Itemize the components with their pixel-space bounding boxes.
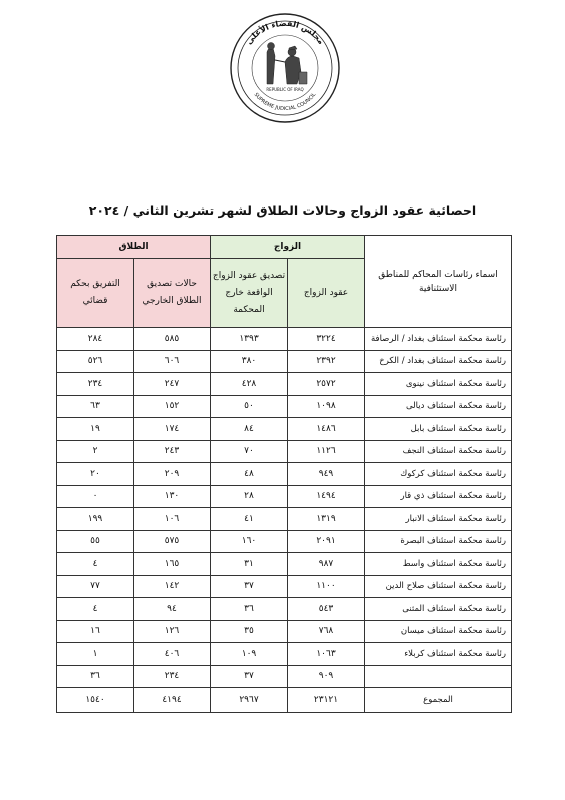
table-row xyxy=(57,395,512,418)
marriage-certification-cell: ٨٤ xyxy=(211,418,288,441)
marriage-certification-cell: ١٠٩ xyxy=(211,643,288,666)
seal-english-text: SUPREME JUDICIAL COUNCIL xyxy=(252,91,318,113)
judicial-separation-cell: ٠ xyxy=(57,485,134,508)
divorce-certification-cell: ٦٠٦ xyxy=(134,350,211,373)
marriage-certification-cell: ٤٨ xyxy=(211,463,288,486)
total-judicial-separation-cell: ١٥٤٠ xyxy=(57,688,134,713)
divorce-certification-header: حالات تصديق الطلاق الخارجي xyxy=(134,259,211,328)
marriage-contracts-cell: ١٤٩٤ xyxy=(288,485,365,508)
court-name-cell: رئاسة محكمة استئناف بغداد / الكرخ xyxy=(365,350,512,373)
table-row xyxy=(57,463,512,486)
table-row xyxy=(57,620,512,643)
marriage-certification-cell: ٤٢٨ xyxy=(211,373,288,396)
judicial-separation-cell: ٢٠ xyxy=(57,463,134,486)
table-row xyxy=(57,418,512,441)
court-name-cell: رئاسة محكمة استئناف واسط xyxy=(365,553,512,576)
judicial-separation-cell: ٤ xyxy=(57,598,134,621)
court-name-cell: رئاسة محكمة استئناف بابل xyxy=(365,418,512,441)
court-name-cell: رئاسة محكمة استئناف كربلاء xyxy=(365,643,512,666)
court-column-header: اسماء رئاسات المحاكم للمناطق الاستئنافية xyxy=(365,236,512,328)
court-name-cell: رئاسة محكمة استئناف البصرة xyxy=(365,530,512,553)
marriage-contracts-cell: ١٠٩٨ xyxy=(288,395,365,418)
statistics-table xyxy=(56,235,512,713)
marriage-certification-cell: ٥٠ xyxy=(211,395,288,418)
seal-arabic-text: مجلس القضاء الأعلى xyxy=(244,18,326,47)
divorce-certification-cell: ٥٨٥ xyxy=(134,328,211,351)
marriage-certification-cell: ٧٠ xyxy=(211,440,288,463)
marriage-contracts-cell: ٢٣٩٢ xyxy=(288,350,365,373)
judicial-separation-header: التفريق بحكم قضائي xyxy=(57,259,134,328)
divorce-certification-cell: ١٦٥ xyxy=(134,553,211,576)
divorce-certification-cell: ١٠٦ xyxy=(134,508,211,531)
court-name-cell: رئاسة محكمة استئناف النجف xyxy=(365,440,512,463)
table-row xyxy=(57,508,512,531)
marriage-certification-cell: ٣٥ xyxy=(211,620,288,643)
judicial-separation-cell: ١٦ xyxy=(57,620,134,643)
marriage-contracts-cell: ٢٥٧٢ xyxy=(288,373,365,396)
marriage-contracts-cell: ١١٢٦ xyxy=(288,440,365,463)
court-name-cell: رئاسة محكمة استئناف كركوك xyxy=(365,463,512,486)
table-row xyxy=(57,575,512,598)
judicial-separation-cell: ٢ xyxy=(57,440,134,463)
court-name-cell: رئاسة محكمة استئناف الانبار xyxy=(365,508,512,531)
divorce-group-header: الطلاق xyxy=(57,236,211,259)
judicial-separation-cell: ٢٣٤ xyxy=(57,373,134,396)
marriage-certification-header: تصديق عقود الزواج الواقعة خارج المحكمة xyxy=(211,259,288,328)
court-name-cell: رئاسة محكمة استئناف بغداد / الرصافة xyxy=(365,328,512,351)
divorce-certification-cell: ٢٠٩ xyxy=(134,463,211,486)
marriage-certification-cell: ٣٧ xyxy=(211,575,288,598)
court-name-cell xyxy=(365,665,512,688)
divorce-certification-cell: ٤٠٦ xyxy=(134,643,211,666)
table-row xyxy=(57,598,512,621)
marriage-certification-cell: ١٦٠ xyxy=(211,530,288,553)
court-name-cell: رئاسة محكمة استئناف صلاح الدين xyxy=(365,575,512,598)
marriage-contracts-cell: ١٤٨٦ xyxy=(288,418,365,441)
supreme-judicial-council-seal xyxy=(229,12,341,124)
divorce-certification-cell: ٥٧٥ xyxy=(134,530,211,553)
marriage-contracts-cell: ٩٤٩ xyxy=(288,463,365,486)
marriage-certification-cell: ٣٧ xyxy=(211,665,288,688)
table-row xyxy=(57,440,512,463)
marriage-certification-cell: ٣٨٠ xyxy=(211,350,288,373)
marriage-certification-cell: ٣٦ xyxy=(211,598,288,621)
table-row xyxy=(57,485,512,508)
judicial-separation-cell: ٧٧ xyxy=(57,575,134,598)
divorce-certification-cell: ١٤٢ xyxy=(134,575,211,598)
marriage-contracts-cell: ٣٢٢٤ xyxy=(288,328,365,351)
total-marriage-certification-cell: ٢٩٦٧ xyxy=(211,688,288,713)
table-row xyxy=(57,553,512,576)
table-row xyxy=(57,350,512,373)
judicial-separation-cell: ٢٨٤ xyxy=(57,328,134,351)
table-row xyxy=(57,373,512,396)
marriage-contracts-cell: ٥٤٣ xyxy=(288,598,365,621)
marriage-group-header: الزواج xyxy=(211,236,365,259)
marriage-contracts-cell: ٢٠٩١ xyxy=(288,530,365,553)
marriage-certification-cell: ٢٨ xyxy=(211,485,288,508)
total-divorce-certification-cell: ٤١٩٤ xyxy=(134,688,211,713)
marriage-contracts-cell: ٧٦٨ xyxy=(288,620,365,643)
divorce-certification-cell: ٢٤٣ xyxy=(134,440,211,463)
judicial-separation-cell: ١٩٩ xyxy=(57,508,134,531)
divorce-certification-cell: ٢٤٧ xyxy=(134,373,211,396)
marriage-contracts-cell: ٩٠٩ xyxy=(288,665,365,688)
marriage-contracts-header: عقود الزواج xyxy=(288,259,365,328)
marriage-contracts-cell: ١٣١٩ xyxy=(288,508,365,531)
judicial-separation-cell: ١ xyxy=(57,643,134,666)
court-name-cell: رئاسة محكمة استئناف نينوى xyxy=(365,373,512,396)
divorce-certification-cell: ١٧٤ xyxy=(134,418,211,441)
marriage-certification-cell: ٤١ xyxy=(211,508,288,531)
judicial-separation-cell: ٦٣ xyxy=(57,395,134,418)
divorce-certification-cell: ١٥٢ xyxy=(134,395,211,418)
total-label: المجموع xyxy=(365,688,512,713)
judicial-separation-cell: ٤ xyxy=(57,553,134,576)
marriage-certification-cell: ٣١ xyxy=(211,553,288,576)
marriage-contracts-cell: ٩٨٧ xyxy=(288,553,365,576)
divorce-certification-cell: ١٢٦ xyxy=(134,620,211,643)
seal-english-line1: REPUBLIC OF IRAQ xyxy=(266,87,304,92)
court-name-cell: رئاسة محكمة استئناف المثنى xyxy=(365,598,512,621)
divorce-certification-cell: ١٣٠ xyxy=(134,485,211,508)
total-row xyxy=(57,688,512,713)
table-row xyxy=(57,530,512,553)
divorce-certification-cell: ٢٣٤ xyxy=(134,665,211,688)
page-title: احصائية عقود الزواج وحالات الطلاق لشهر تشرين الثاني / ٢٠٢٤ xyxy=(88,203,477,218)
marriage-contracts-cell: ١١٠٠ xyxy=(288,575,365,598)
marriage-contracts-cell: ١٠٦٣ xyxy=(288,643,365,666)
divorce-certification-cell: ٩٤ xyxy=(134,598,211,621)
seal-figures-icon xyxy=(267,43,307,85)
court-name-cell: رئاسة محكمة استئناف ذي قار xyxy=(365,485,512,508)
marriage-certification-cell: ١٣٩٣ xyxy=(211,328,288,351)
table-row xyxy=(57,328,512,351)
court-name-cell: رئاسة محكمة استئناف ميسان xyxy=(365,620,512,643)
judicial-separation-cell: ٥٥ xyxy=(57,530,134,553)
judicial-separation-cell: ٣٦ xyxy=(57,665,134,688)
total-marriage-contracts-cell: ٢٣١٢١ xyxy=(288,688,365,713)
judicial-separation-cell: ٥٢٦ xyxy=(57,350,134,373)
court-name-cell: رئاسة محكمة استئناف ديالى xyxy=(365,395,512,418)
table-row xyxy=(57,643,512,666)
table-row xyxy=(57,665,512,688)
judicial-separation-cell: ١٩ xyxy=(57,418,134,441)
